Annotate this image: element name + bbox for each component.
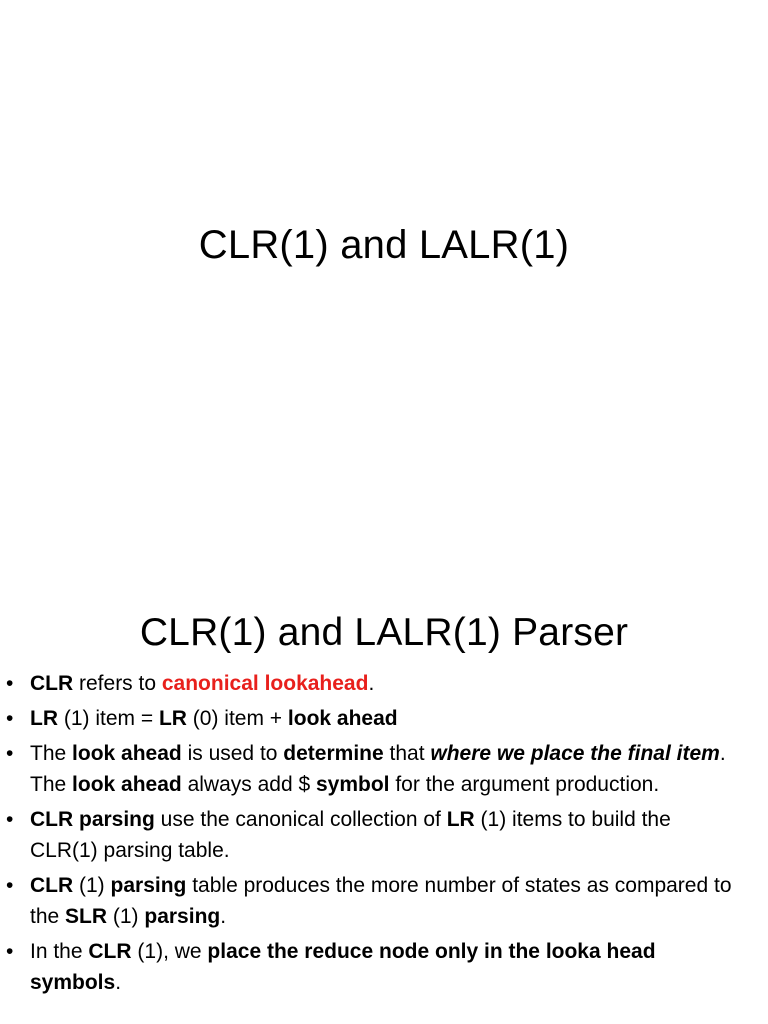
bullet-text-segment: symbol [315,773,390,796]
bullet-text-segment: (1) [107,905,145,928]
bullet-text-segment: . [220,905,227,928]
bullet-item [0,804,740,866]
bullet-text-segment: CLR [30,672,74,695]
bullet-text-segment: LR [30,707,58,730]
bullet-text-segment: canonical lookahead [161,672,369,695]
bullet-text-segment: (1), we [131,940,208,963]
bullet-text-segment: . [115,971,122,994]
bullet-text-segment: use the canonical collection of [154,808,447,831]
bullet-text-segment: determine [283,742,384,765]
bullet-text-segment: place the reduce node only in the looka head symbols [30,940,656,994]
bullet-item [0,936,740,998]
bullet-text-segment: parsing [144,905,221,928]
bullet-item [0,703,740,734]
bullet-item [0,668,740,699]
bullet-text-segment: is used to [181,742,284,765]
bullet-text-segment: where we place the final item [430,742,720,765]
bullet-text-segment: table produces the more number of states as compared to the [30,874,732,928]
bullet-text-segment: parsing [110,874,187,897]
bullet-item [0,738,740,800]
bullet-text-segment: look ahead [72,742,182,765]
bullet-text-segment: for the argument production. [389,773,660,796]
bullet-text-segment: CLR [30,874,74,897]
slide-heading: CLR(1) and LALR(1) Parser [139,611,629,654]
bullet-text-segment: (1) items to build the CLR(1) parsing table. [30,808,671,862]
bullet-text-segment: that [383,742,431,765]
bullet-text-segment: look ahead [287,707,398,730]
bullet-text-segment: . The [30,742,726,796]
bullet-text-segment: (1) [73,874,111,897]
bullet-text-segment: LR [446,808,475,831]
bullet-text-segment: SLR [65,905,108,928]
bullet-text-segment: CLR parsing [30,808,155,831]
bullet-text-segment: (0) item + [186,707,288,730]
bullet-text-segment: always add $ [181,773,316,796]
bullet-text-segment: CLR [88,940,132,963]
bullet-text-segment: The [30,742,73,765]
bullet-text-segment: . [368,672,375,695]
bullet-text-segment: (1) item = [58,707,159,730]
bullet-text-segment: refers to [73,672,162,695]
bullet-item [0,870,740,932]
bullet-text-segment: look ahead [72,773,182,796]
bullet-text-segment: LR [158,707,187,730]
content-slide [0,576,768,1024]
slide-title: CLR(1) and LALR(1) [198,223,570,267]
bullet-text-segment: In the [30,940,89,963]
bullet-list [0,668,740,1002]
